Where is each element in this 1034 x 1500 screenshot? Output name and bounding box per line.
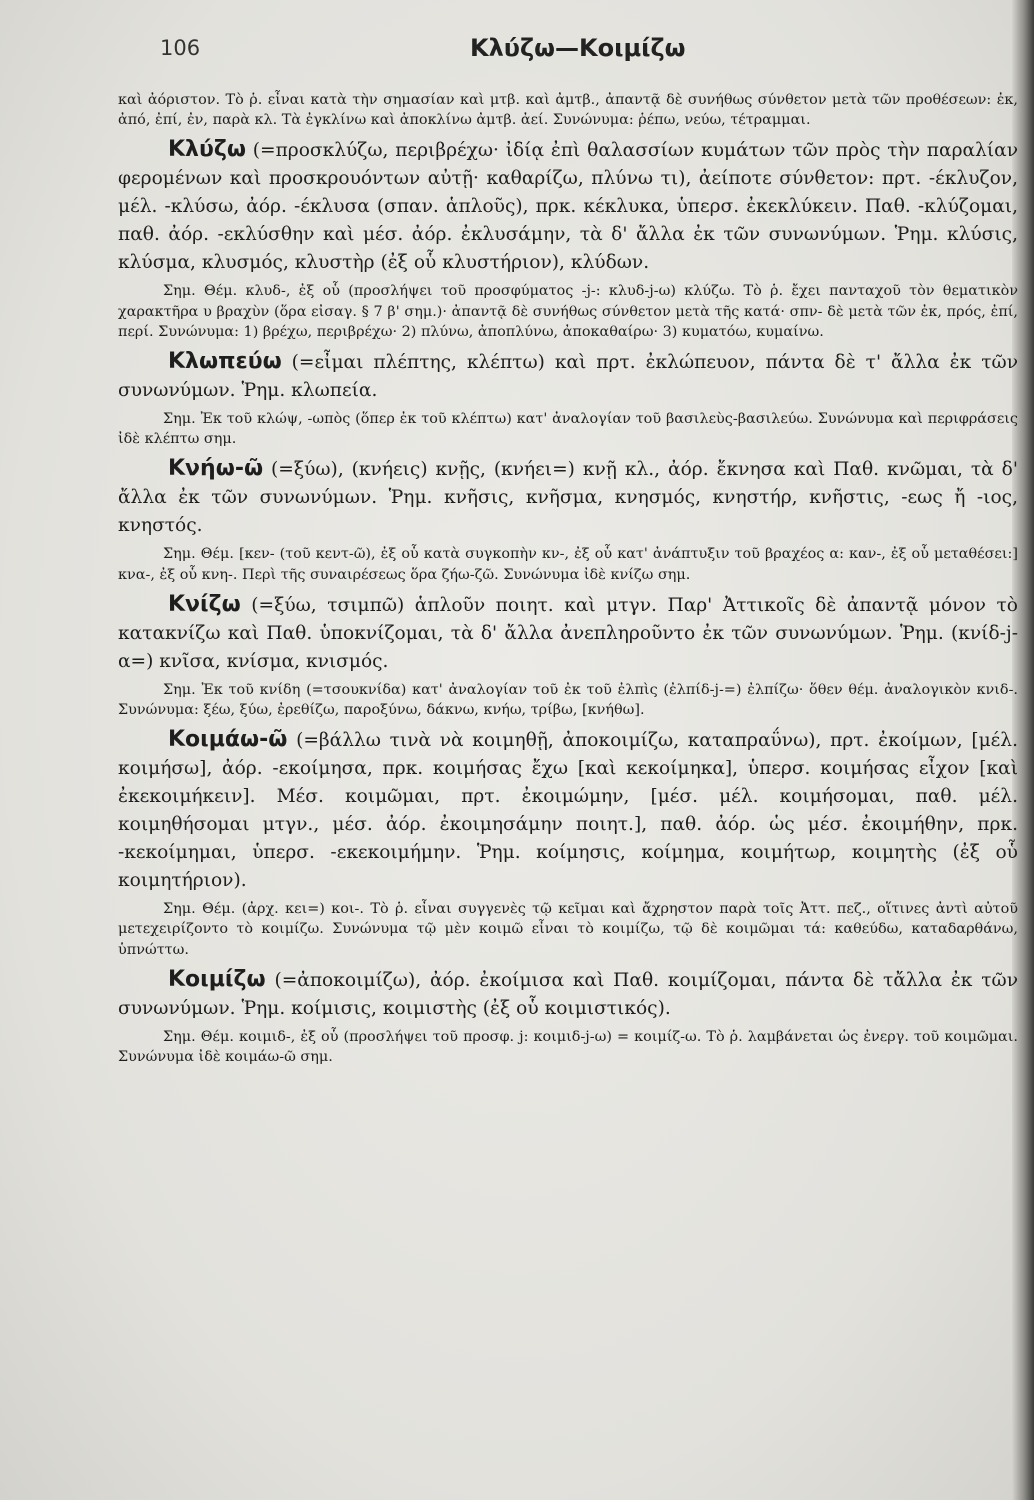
entry-note: Σημ. Θέμ. κοιμιδ-, ἐξ οὗ (προσλήψει τοῦ προσφ. j: κοιμιδ-j-ω) = κοιμίζ-ω. Τὸ ῥ. λαμβάνεται ὡς ἐνεργ. τοῦ κοιμῶμαι. Συνώνυμα ἰδὲ κοιμάω-ῶ σημ. xyxy=(118,1028,1018,1066)
page-number: 106 xyxy=(160,36,201,60)
entry-text: (=ξύω, τσιμπῶ) ἁπλοῦν ποιητ. καὶ μτγν. Παρ' Ἀττικοῖς δὲ ἀπαντᾷ μόνον τὸ κατακνίζω καὶ Παθ. ὑποκνίζομαι, τὰ δ' ἄλλα ἀνεπληροῦντο ἐκ τῶν συνωνύμων. Ῥημ. (κνίδ-j-α=) κνῖσα, κνίσμα, κνισμός. xyxy=(118,594,1018,672)
entry-note: Σημ. Θέμ. κλυδ-, ἐξ οὗ (προσλήψει τοῦ προσφύματος -j-: κλυδ-j-ω) κλύζω. Τὸ ῥ. ἔχει πανταχοῦ τὸν θεματικὸν χαρακτῆρα υ βραχὺν (ὅρα εἰσαγ. § 7 β' σημ.)· ἀπαντᾷ δὲ συνήθως σύνθετον μετὰ τῆς κατά· σπν- δὲ μετὰ τῶν ἐκ, πρός, ἐπί, περί. Συνώνυμα: 1) βρέχω, περιβρέχω· 2) πλύνω, ἀποπλύνω, ἀποκαθαίρω· 3) κυματόω, κυμαίνω. xyxy=(118,283,1018,340)
entry-klopeuo xyxy=(118,348,1018,405)
entry-knizo xyxy=(118,591,1018,676)
headword: Κνήω-ῶ xyxy=(168,456,264,482)
headword: Κλωπεύω xyxy=(168,349,282,375)
entry-text: (=προσκλύζω, περιβρέχω· ἰδίᾳ ἐπὶ θαλασσίων κυμάτων τῶν πρὸς τὴν παραλίαν φερομένων καὶ προσκρουόντων αὐτῇ· καθαρίζω, πλύνω τι), ἀείποτε σύνθετον: πρτ. -έκλυζον, μέλ. -κλύσω, ἀόρ. -έκλυσα (σπαν. ἁπλοῦς), πρκ. κέκλυκα, ὑπερσ. ἐκεκλύκειν. Παθ. -κλύζομαι, παθ. ἀόρ. -εκλύσθην καὶ μέσ. ἀόρ. ἐκλυσάμην, τὰ δ' ἄλλα ἐκ τῶν συνωνύμων. Ῥημ. κλύσις, κλύσμα, κλυσμός, κλυστὴρ (ἐξ οὗ κλυστήριον), κλύδων. xyxy=(118,140,1018,274)
entry-text: (=ξύω), (κνήεις) κνῇς, (κνήει=) κνῇ κλ., ἀόρ. ἔκνησα καὶ Παθ. κνῶμαι, τὰ δ' ἄλλα ἐκ τῶν συνωνύμων. Ῥημ. κνῆσις, κνῆσμα, κνησμός, κνηστήρ, κνῆστις, -εως ἤ -ιος, κνηστός. xyxy=(118,459,1018,537)
entry-koimao xyxy=(118,726,1018,895)
entry-note: Σημ. Θέμ. [κεν- (τοῦ κεντ-ῶ), ἐξ οὗ κατὰ συγκοπὴν κν-, ἐξ οὗ κατ' ἀνάπτυξιν τοῦ βραχέος α: καν-, ἐξ οὗ μεταθέσει:] κνα-, ἐξ οὗ κνη-. Περὶ τῆς συναιρέσεως ὅρα ζήω-ζῶ. Συνώνυμα ἰδὲ κνίζω σημ. xyxy=(118,546,1018,583)
entry-text: (=εἶμαι πλέπτης, κλέπτω) καὶ πρτ. ἐκλώπευον, πάντα δὲ τ' ἄλλα ἐκ τῶν συνωνύμων. Ῥημ. κλωπεία. xyxy=(118,352,1018,402)
entry-kluzo xyxy=(118,136,1018,277)
page-body xyxy=(118,90,1018,1071)
running-title: Κλύζω—Κοιμίζω xyxy=(470,34,686,62)
entry-note: Σημ. Θέμ. (ἀρχ. κει=) κοι-. Τὸ ῥ. εἶναι συγγενὲς τῷ κεῖμαι καὶ ἄχρηστον παρὰ τοῖς Ἀττ. πεζ., οἵτινες ἀντὶ αὐτοῦ μετεχειρίζοντο τὸ κοιμίζω. Συνώνυμα τῷ μὲν κοιμῶ εἶναι τὸ κοιμίζω, τῷ δὲ κοιμῶμαι τά: καθεύδω, καταδαρθάνω, ὑπνώττω. xyxy=(118,901,1018,958)
headword: Κνίζω xyxy=(168,591,241,617)
previous-entry-tail: καὶ ἀόριστον. Τὸ ῥ. εἶναι κατὰ τὴν σημασίαν καὶ μτβ. καὶ ἀμτβ., ἀπαντᾷ δὲ συνήθως σύνθετον μετὰ τῶν προθέσεων: ἐκ, ἀπό, ἐπί, ἐν, παρὰ κλ. Τὰ ἐγκλίνω καὶ ἀποκλίνω ἀμτβ. ἀεί. Συνώνυμα: ῥέπω, νεύω, τέτραμμαι. xyxy=(118,92,1018,129)
headword: Κλύζω xyxy=(168,137,246,163)
entry-knao xyxy=(118,455,1018,540)
entry-koimizo xyxy=(118,966,1018,1023)
entry-text: (=βάλλω τινὰ νὰ κοιμηθῇ, ἀποκοιμίζω, καταπραΰνω), πρτ. ἐκοίμων, [μέλ. κοιμήσω], ἀόρ. -εκοίμησα, πρκ. κοιμήσας ἔχω [καὶ κεκοίμηκα], ὑπερσ. κοιμήσας εἶχον [καὶ ἐκεκοιμήκειν]. Μέσ. κοιμῶμαι, πρτ. ἐκοιμώμην, [μέσ. μέλ. κοιμήσομαι, παθ. μέλ. κοιμηθήσομαι μτγν., μέσ. ἀόρ. ἐκοιμησάμην ποιητ.], παθ. ἀόρ. ὡς μέσ. ἐκοιμήθην, πρκ. -κεκοίμημαι, ὑπερσ. -εκεκοιμήμην. Ῥημ. κοίμησις, κοίμημα, κοιμήτωρ, κοιμητὴς (ἐξ οὗ κοιμητήριον). xyxy=(118,730,1018,892)
entry-text: (=ἀποκοιμίζω), ἀόρ. ἐκοίμισα καὶ Παθ. κοιμίζομαι, πάντα δὲ τἄλλα ἐκ τῶν συνωνύμων. Ῥημ. κοίμισις, κοιμιστὴς (ἐξ οὗ κοιμιστικός). xyxy=(118,969,1018,1019)
headword: Κοιμίζω xyxy=(168,966,266,992)
entry-note: Σημ. Ἐκ τοῦ κνίδη (=τσουκνίδα) κατ' ἀναλογίαν τοῦ ἐκ τοῦ ἐλπὶς (ἐλπίδ-j-=) ἐλπίζω· ὅθεν θέμ. ἀναλογικὸν κνιδ-. Συνώνυμα: ξέω, ξύω, ἐρεθίζω, παροξύνω, δάκνω, κνήω, τρίβω, [κνήθω]. xyxy=(118,681,1018,719)
headword: Κοιμάω-ῶ xyxy=(168,727,288,753)
page-header xyxy=(0,32,1034,72)
entry-note: Σημ. Ἐκ τοῦ κλώψ, -ωπὸς (ὅπερ ἐκ τοῦ κλέπτω) κατ' ἀναλογίαν τοῦ βασιλεὺς-βασιλεύω. Συνώνυμα καὶ περιφράσεις ἰδὲ κλέπτω σημ. xyxy=(118,411,1018,448)
